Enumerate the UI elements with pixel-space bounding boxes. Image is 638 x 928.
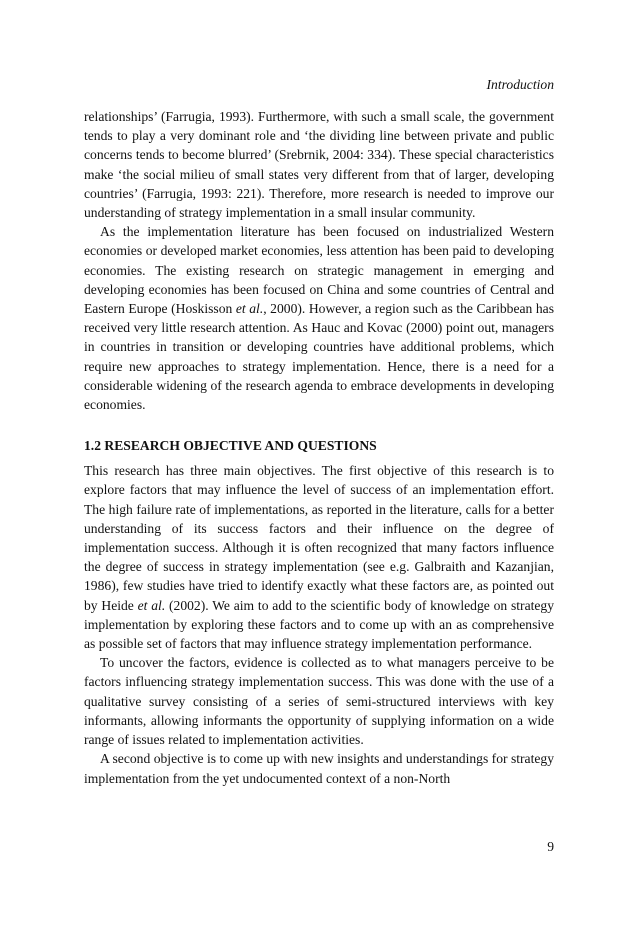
paragraph-3-text-a: This research has three main objectives. The first objective of this research is to explore factors that may influence the level of success of an implementation effort. The high failure rate of implementations, as reported in the literature, calls for a better understanding of its success factors and their influence on the degree of implementation success. Although it is often recognized that many factors influence the degree of success in strategy implementation (see e.g. Galbraith and Kazanjian, 1986), few studies have tried to identify exactly what these factors are, as pointed out by Heide — [84, 463, 554, 613]
page-number: 9 — [547, 839, 554, 854]
section-heading: 1.2 RESEARCH OBJECTIVE AND QUESTIONS — [84, 438, 377, 454]
paragraph-1-text: relationships’ (Farrugia, 1993). Furthermore, with such a small scale, the government tends to play a very dominant role and ‘the dividing line between private and public concerns tends to become blurred’ (Srebrnik, 2004: 334). These special characteristics make ‘the social milieu of small states very different from that of larger, developing countries’ (Farrugia, 1993: 221). Therefore, more research is needed to improve our understanding of strategy implementation in a small insular community. — [84, 109, 554, 221]
paragraph-2-text-b: , 2000). However, a region such as the Caribbean has received very little research attention. As Hauc and Kovac (2000) point out, managers in countries in transition or developing countries have additional problems, which require new approaches to strategy implementation. Hence, there is a need for a considerable widening of the research agenda to embrace developments in developing economies. — [84, 301, 555, 413]
paragraph-2-text-a: As the implementation literature has been focused on industrialized Western economies or developed market economies, less attention has been paid to developing economies. The existing research on strategic management in emerging and developing economies has been focused on China and some countries of Central and Eastern Europe (Hoskisson — [84, 224, 554, 317]
paragraph-2 — [84, 222, 554, 414]
paragraph-5-text: A second objective is to come up with new insights and understandings for strategy implementation from the yet undocumented context of a non-North — [84, 751, 554, 786]
paragraph-2-etal: et al. — [235, 301, 264, 317]
running-header: Introduction — [486, 77, 554, 92]
paragraph-3-etal: et al. — [137, 597, 166, 613]
paragraph-4 — [84, 653, 554, 749]
paragraph-1 — [84, 107, 554, 222]
paragraph-4-text: To uncover the factors, evidence is collected as to what managers perceive to be factors influencing strategy implementation success. This was done with the use of a qualitative survey consisting of a series of semi-structured interviews with key informants, allowing informants the opportunity of supplying information on a wide range of issues related to implementation activities. — [84, 655, 554, 748]
document-page — [84, 76, 554, 896]
paragraph-3 — [84, 461, 554, 653]
paragraph-3-text-b: (2002). We aim to add to the scientific body of knowledge on strategy implementation by exploring these factors and to come up with an as comprehensive as possible set of factors that may influence strategy implementation performance. — [84, 597, 555, 652]
paragraph-5 — [84, 749, 554, 787]
